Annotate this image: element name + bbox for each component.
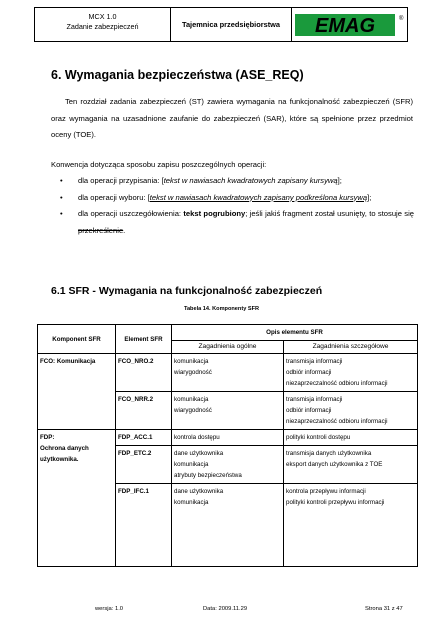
general-topic: kontrola dostępu <box>174 434 220 441</box>
table-row <box>38 430 418 446</box>
general-topics-cell <box>172 354 284 392</box>
element-cell: FCO_NRR.2 <box>116 392 172 430</box>
bullet-text: dla operacji uszczegółowienia: <box>78 209 184 218</box>
bullet-dot: • <box>60 209 63 218</box>
header-element: Element SFR <box>116 325 172 354</box>
detailed-topic: transmisja informacji <box>286 358 343 365</box>
subsection-title: 6.1 SFR - Wymagania na funkcjonalność zabezpieczeń <box>51 285 323 297</box>
bullet-refinement <box>60 206 414 239</box>
convention-intro: Konwencja dotycząca sposobu zapisu poszczególnych operacji: <box>51 160 267 169</box>
header-doc-code: MCX 1.0 <box>88 12 117 21</box>
detailed-topics-cell <box>284 446 418 484</box>
detailed-topic: transmisja danych użytkownika <box>286 450 372 457</box>
bullet-italic-text: tekst w nawiasach kwadratowych zapisany kursywą <box>163 176 338 185</box>
header-detailed-topics: Zagadnienia szczegółowe <box>284 341 418 354</box>
header-component: Komponent SFR <box>38 325 116 354</box>
header-doc-info <box>35 8 171 41</box>
header-description: Opis elementu SFR <box>172 325 418 341</box>
sfr-components-table <box>37 324 418 567</box>
general-topic: komunikacja <box>174 396 209 403</box>
general-topic: wiarygodność <box>174 369 212 376</box>
table-header-row <box>38 325 418 341</box>
section-title: 6. Wymagania bezpieczeństwa (ASE_REQ) <box>51 68 304 82</box>
general-topics-cell <box>172 446 284 484</box>
intro-text: Ten rozdział zadania zabezpieczeń (ST) zawiera wymagania na funkcjonalność zabezpieczeń (SFR) oraz wymagania na uzasadnione zaufanie do zabezpieczeń (SAR), które są spełnione przez przedmiot oceny (TOE). <box>51 97 413 139</box>
detailed-topic: odbiór informacji <box>286 407 332 414</box>
detailed-topics-cell <box>284 430 418 446</box>
detailed-topic: transmisja informacji <box>286 396 343 403</box>
detailed-topic: eksport danych użytkownika z TOE <box>286 461 383 468</box>
table-caption: Tabela 14. Komponenty SFR <box>183 306 260 312</box>
footer-page-number: Strona 31 z 47 <box>365 606 403 612</box>
page-header <box>34 7 408 42</box>
detailed-topic: niezaprzeczalność odbioru informacji <box>286 418 388 425</box>
component-fdp-name: Ochrona danych użytkownika. <box>40 445 89 463</box>
detailed-topic: polityki kontroli przepływu informacji <box>286 499 385 506</box>
convention-list <box>60 173 414 239</box>
bullet-strike-text: przekreślenie <box>78 225 124 235</box>
element-cell: FDP_ACC.1 <box>116 430 172 446</box>
detailed-topic: polityki kontroli dostępu <box>286 434 351 441</box>
element-cell: FDP_IFC.1 <box>116 484 172 567</box>
component-fdp-code: FDP: <box>40 434 55 441</box>
header-general-topics: Zagadnienia ogólne <box>172 341 284 354</box>
table-row <box>38 354 418 392</box>
bullet-dot: • <box>60 176 63 185</box>
bullet-text: ; jeśli jakiś fragment został usunięty, to stosuje się <box>245 209 415 218</box>
emag-logo <box>295 12 405 38</box>
general-topic: dane użytkownika <box>174 450 224 457</box>
bullet-underlined-italic-text: tekst w nawiasach kwadratowych zapisany podkreślona kursywą <box>149 192 368 202</box>
detailed-topics-cell <box>284 484 418 567</box>
header-confidential: Tajemnica przedsiębiorstwa <box>171 8 292 41</box>
element-cell: FCO_NRO.2 <box>116 354 172 392</box>
detailed-topic: niezaprzeczalność odbioru informacji <box>286 380 388 387</box>
bullet-assignment <box>60 173 414 190</box>
general-topic: komunikacja <box>174 499 209 506</box>
bullet-text: . <box>123 225 126 235</box>
bullet-text: ]; <box>367 192 372 202</box>
general-topic: komunikacja <box>174 461 209 468</box>
header-doc-name: Zadanie zabezpieczeń <box>66 22 139 31</box>
bullet-text: dla operacji przypisania: [ <box>78 176 164 185</box>
logo-registered-mark: ® <box>399 16 404 22</box>
bullet-dot: • <box>60 192 63 202</box>
bullet-selection <box>60 190 414 207</box>
section-intro <box>51 94 413 144</box>
detailed-topics-cell <box>284 354 418 392</box>
general-topic: wiarygodność <box>174 407 212 414</box>
bullet-text: dla operacji wyboru: [ <box>78 192 150 202</box>
footer-date: Data: 2009.11.29 <box>203 606 248 612</box>
general-topic: dane użytkownika <box>174 488 224 495</box>
footer-version: wersja: 1.0 <box>95 606 124 612</box>
bullet-bold-text: tekst pogrubiony <box>183 209 246 218</box>
general-topic: komunikacja <box>174 358 209 365</box>
detailed-topic: kontrola przepływu informacji <box>286 488 366 495</box>
bullet-text: ]; <box>337 176 342 185</box>
element-cell: FDP_ETC.2 <box>116 446 172 484</box>
component-fdp <box>38 430 116 567</box>
detailed-topic: odbiór informacji <box>286 369 332 376</box>
logo-text: EMAG <box>315 15 375 37</box>
general-topics-cell <box>172 392 284 430</box>
general-topics-cell <box>172 484 284 567</box>
general-topic: atrybuty bezpieczeństwa <box>174 472 242 479</box>
component-fco: FCO: Komunikacja <box>38 354 116 430</box>
detailed-topics-cell <box>284 392 418 430</box>
general-topics-cell <box>172 430 284 446</box>
